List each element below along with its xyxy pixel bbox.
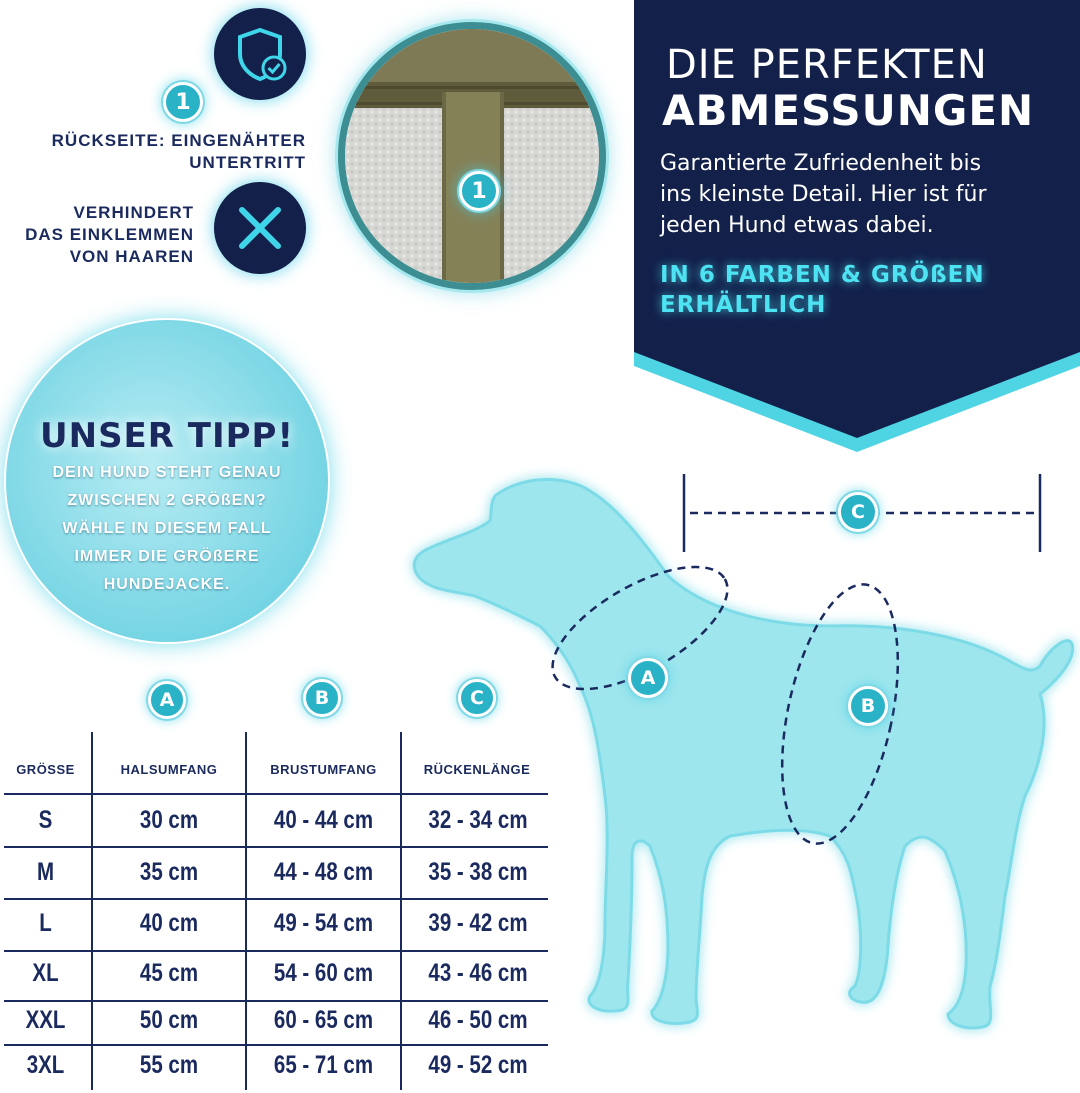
tip-title: UNSER TIPP! bbox=[40, 416, 294, 456]
cell-chest: 40 - 44 cm bbox=[273, 806, 374, 834]
banner-body-line2: ins kleinste Detail. Hier ist für bbox=[660, 182, 987, 207]
table-row-divider bbox=[4, 793, 548, 795]
marker-c: C bbox=[838, 492, 878, 532]
cell-neck: 55 cm bbox=[139, 1051, 199, 1079]
marker-b: B bbox=[848, 686, 888, 726]
banner-cta-line1: IN 6 FARBEN & GRÖßEN bbox=[660, 262, 985, 288]
feature-text-2 bbox=[0, 202, 194, 268]
cell-back: 39 - 42 cm bbox=[428, 909, 528, 937]
cell-back: 35 - 38 cm bbox=[428, 858, 528, 886]
column-badge-b: B bbox=[303, 679, 341, 717]
header-neck: HALSUMFANG bbox=[120, 762, 218, 777]
feature-text-2-line1: VERHINDERT bbox=[73, 203, 194, 222]
cell-back: 49 - 52 cm bbox=[428, 1051, 528, 1079]
cell-neck: 30 cm bbox=[139, 806, 199, 834]
column-badge-c: C bbox=[458, 679, 496, 717]
banner-cta bbox=[660, 260, 1060, 320]
detail-zoom-image bbox=[338, 22, 606, 290]
cell-size: S bbox=[38, 806, 53, 834]
feature-text-2-line2: DAS EINKLEMMEN bbox=[25, 225, 194, 244]
table-row bbox=[0, 1051, 552, 1087]
table-row-divider bbox=[4, 1000, 548, 1002]
banner-cta-line2: ERHÄLTLICH bbox=[660, 292, 827, 318]
cell-back: 43 - 46 cm bbox=[428, 959, 528, 987]
column-badge-a: A bbox=[148, 681, 186, 719]
cell-chest: 44 - 48 cm bbox=[273, 858, 374, 886]
banner-body bbox=[660, 148, 1060, 241]
table-row-divider bbox=[4, 846, 548, 848]
cell-size: XL bbox=[32, 959, 59, 987]
cell-neck: 45 cm bbox=[139, 959, 199, 987]
cell-size: 3XL bbox=[26, 1051, 65, 1079]
table-row bbox=[0, 858, 552, 894]
shield-check-icon-circle bbox=[214, 8, 306, 100]
feature-text-1-line1: RÜCKSEITE: EINGENÄHTER bbox=[51, 131, 306, 150]
feature-text-2-line3: VON HAAREN bbox=[69, 247, 194, 266]
number-badge: 1 bbox=[163, 82, 203, 122]
x-icon bbox=[234, 202, 286, 254]
tip-circle bbox=[6, 320, 328, 642]
cell-chest: 54 - 60 cm bbox=[273, 959, 374, 987]
table-row bbox=[0, 909, 552, 945]
cell-neck: 50 cm bbox=[139, 1006, 199, 1034]
cell-chest: 60 - 65 cm bbox=[273, 1006, 374, 1034]
cell-neck: 40 cm bbox=[139, 909, 199, 937]
table-row-divider bbox=[4, 898, 548, 900]
tip-line: ZWISCHEN 2 GRÖßEN? bbox=[67, 492, 267, 509]
banner-title-line2: ABMESSUNGEN bbox=[662, 86, 1035, 135]
shield-check-icon bbox=[230, 24, 290, 84]
zoom-number-badge: 1 bbox=[459, 171, 499, 211]
cell-neck: 35 cm bbox=[139, 858, 199, 886]
banner-title-line1: DIE PERFEKTEN bbox=[666, 42, 988, 88]
cell-chest: 65 - 71 cm bbox=[273, 1051, 374, 1079]
feature-text-1-line2: UNTERTRITT bbox=[189, 153, 306, 172]
cell-size: M bbox=[36, 858, 55, 886]
marker-a: A bbox=[628, 658, 668, 698]
header-size: GRÖSSE bbox=[16, 762, 75, 777]
tip-line: IMMER DIE GRÖßERE bbox=[74, 548, 260, 565]
tip-line: WÄHLE IN DIESEM FALL bbox=[62, 520, 272, 537]
header-back: RÜCKENLÄNGE bbox=[423, 762, 531, 777]
banner-body-line1: Garantierte Zufriedenheit bis bbox=[660, 151, 982, 176]
tip-line: HUNDEJACKE. bbox=[103, 576, 231, 593]
cell-back: 32 - 34 cm bbox=[428, 806, 528, 834]
table-row bbox=[0, 959, 552, 995]
banner-body-line3: jeden Hund etwas dabei. bbox=[660, 213, 934, 238]
table-row-divider bbox=[4, 1044, 548, 1046]
cell-back: 46 - 50 cm bbox=[428, 1006, 528, 1034]
table-row bbox=[0, 1006, 552, 1042]
tip-line: DEIN HUND STEHT GENAU bbox=[52, 464, 282, 481]
cell-size: L bbox=[39, 909, 52, 937]
x-icon-circle bbox=[214, 182, 306, 274]
table-row bbox=[0, 806, 552, 842]
cell-chest: 49 - 54 cm bbox=[273, 909, 374, 937]
feature-text-1 bbox=[0, 130, 306, 174]
table-row-divider bbox=[4, 950, 548, 952]
header-chest: BRUSTUMFANG bbox=[270, 762, 377, 777]
cell-size: XXL bbox=[25, 1006, 66, 1034]
